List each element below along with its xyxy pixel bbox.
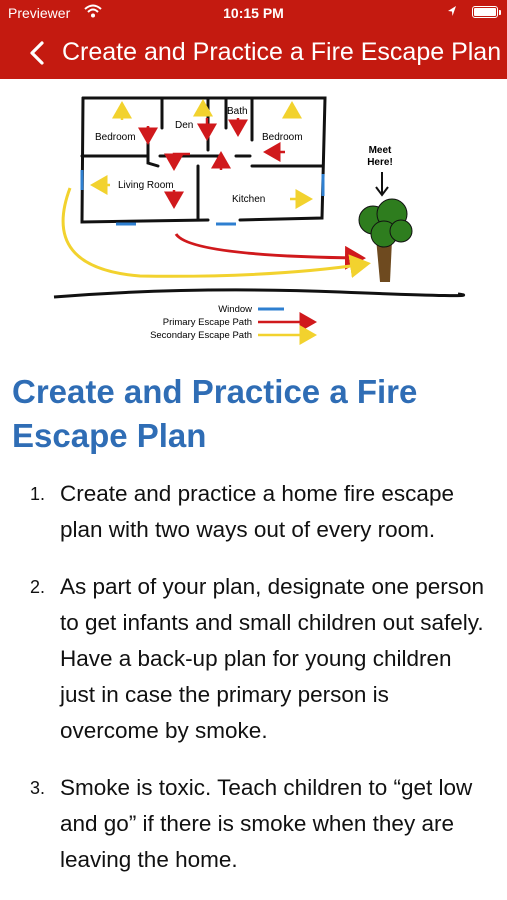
status-bar [0, 0, 507, 26]
legend-secondary-label: Secondary Escape Path [150, 330, 252, 341]
location-arrow-icon [447, 5, 457, 20]
status-time: 10:15 PM [223, 5, 284, 21]
room-label-den: Den [175, 120, 194, 131]
step-number: 3. [30, 778, 46, 798]
room-label-living-room: Living Room [118, 180, 174, 191]
list-item [30, 476, 492, 548]
step-text: Create and practice a home fire escape plan with two ways out of every room. [60, 481, 454, 542]
primary-escape-arrows [148, 118, 285, 204]
meeting-tree-icon [359, 199, 412, 282]
nav-title: Create and Practice a Fire Escape Plan [62, 38, 502, 66]
legend [150, 304, 312, 341]
battery-icon [472, 6, 498, 18]
back-chevron-icon[interactable] [24, 38, 54, 68]
carrier-label: Previewer [8, 5, 71, 21]
fire-escape-diagram [40, 88, 480, 350]
primary-escape-path [176, 234, 360, 258]
legend-primary-label: Primary Escape Path [162, 317, 252, 328]
meet-here-label-line-1: Meet [368, 145, 392, 156]
step-number: 1. [30, 484, 46, 504]
meet-here-arrow-icon [376, 172, 388, 195]
windows [82, 170, 323, 224]
step-text: Smoke is toxic. Teach children to “get low and go” if there is smoke when they are leaving the home. [60, 775, 473, 872]
secondary-escape-path [63, 188, 365, 276]
house-floor-plan [82, 98, 325, 222]
room-label-kitchen: Kitchen [232, 194, 266, 205]
steps-list [30, 476, 492, 899]
list-item [30, 770, 492, 878]
list-item [30, 569, 492, 749]
step-number: 2. [30, 577, 46, 597]
ground-line [54, 290, 464, 297]
room-label-bedroom-left: Bedroom [95, 132, 136, 143]
room-label-bath: Bath [227, 106, 248, 117]
step-text: As part of your plan, designate one person to get infants and small children out safely. Have a back-up plan for young children just in case the primary person is overcome by smoke. [60, 574, 485, 743]
meet-here-label-line-2: Here! [367, 157, 393, 168]
room-label-bedroom-right: Bedroom [262, 132, 303, 143]
legend-window-label: Window [218, 304, 252, 315]
article-heading: Create and Practice a Fire Escape Plan [12, 373, 418, 454]
navigation-bar [0, 26, 507, 79]
